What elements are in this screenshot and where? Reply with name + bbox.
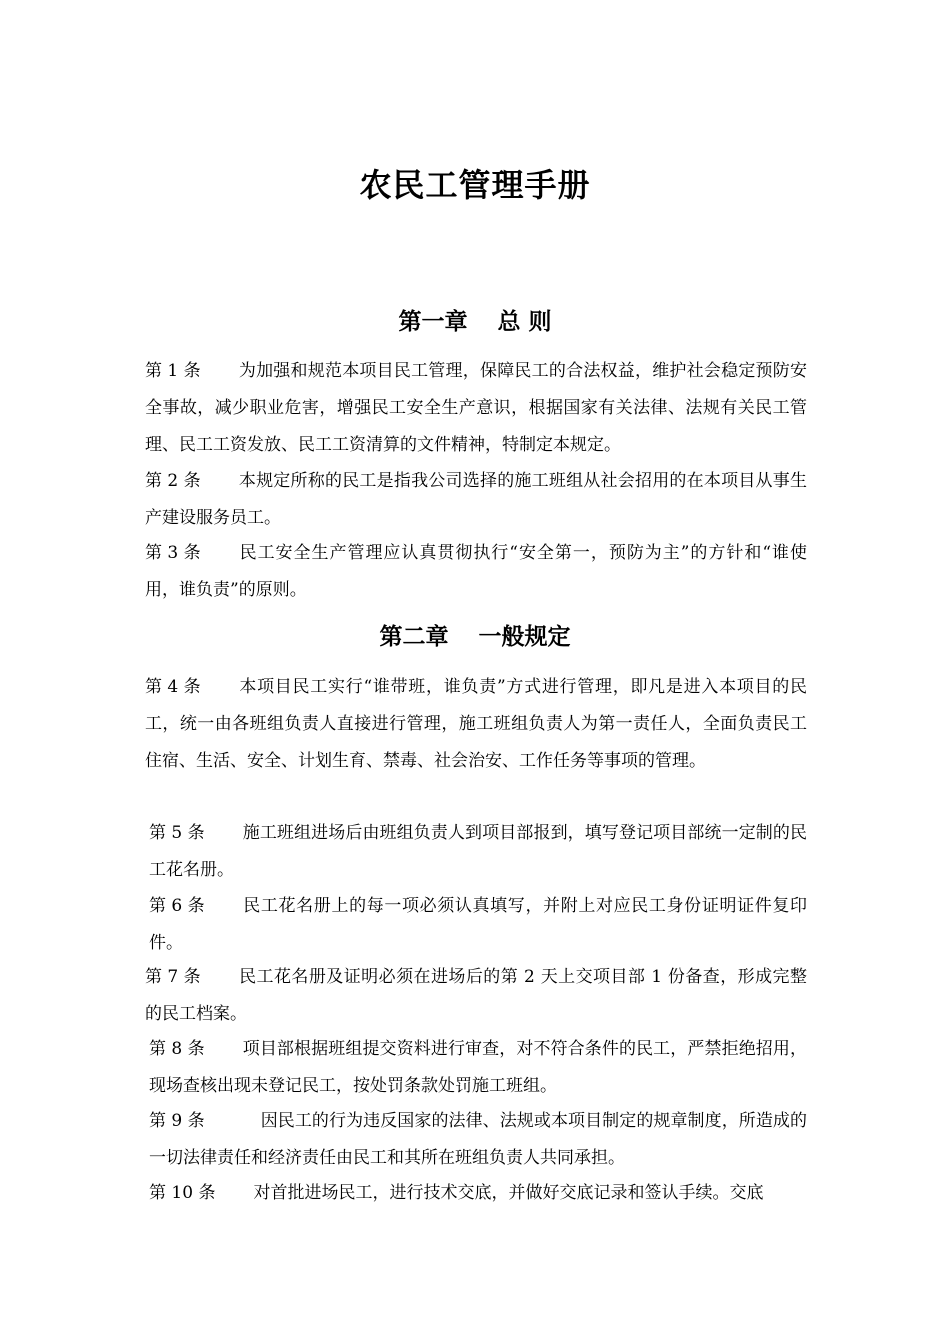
article-number: 第 2 条 [145, 471, 201, 491]
article-text: 本规定所称的民工是指我公司选择的施工班组从社会招用的在本项目从事生产建设服务员工。 [145, 471, 807, 528]
article-10 [149, 1175, 807, 1212]
article-8 [149, 1031, 807, 1105]
article-number: 第 8 条 [149, 1039, 205, 1059]
chapter-heading-1 [0, 306, 950, 338]
article-text: 项目部根据班组提交资料进行审查，对不符合条件的民工，严禁拒绝招用，现场查核出现未登记民工，按处罚条款处罚施工班组。 [149, 1039, 807, 1096]
article-number: 第 4 条 [145, 677, 201, 697]
document-title: 农民工管理手册 [359, 166, 591, 204]
chapter-heading-2 [0, 621, 950, 653]
chapter-label: 第一章 [398, 308, 468, 335]
article-text: 对首批进场民工，进行技术交底，并做好交底记录和签认手续。交底 [253, 1183, 764, 1203]
article-text: 民工花名册及证明必须在进场后的第 2 天上交项目部 1 份备查，形成完整的民工档案。 [145, 967, 807, 1024]
article-text: 民工安全生产管理应认真贯彻执行“安全第一，预防为主”的方针和“谁使用，谁负责”的原则。 [145, 543, 807, 600]
article-text: 本项目民工实行“谁带班，谁负责”方式进行管理，即凡是进入本项目的民工，统一由各班组负责人直接进行管理，施工班组负责人为第一责任人，全面负责民工住宿、生活、安全、计划生育、禁毒、社会治安、工作任务等事项的管理。 [145, 677, 807, 771]
article-9 [149, 1103, 807, 1177]
article-text: 为加强和规范本项目民工管理，保障民工的合法权益，维护社会稳定预防安全事故，减少职业危害，增强民工安全生产意识，根据国家有关法律、法规有关民工管理、民工工资发放、民工工资清算的文件精神，特制定本规定。 [145, 361, 807, 455]
article-number: 第 5 条 [149, 823, 205, 843]
chapter-name: 总 则 [497, 308, 552, 335]
article-text: 施工班组进场后由班组负责人到项目部报到，填写登记项目部统一定制的民工花名册。 [149, 823, 807, 880]
article-text: 民工花名册上的每一项必须认真填写，并附上对应民工身份证明证件复印件。 [149, 896, 807, 953]
article-number: 第 6 条 [149, 896, 205, 916]
article-7 [145, 959, 807, 1033]
article-number: 第 1 条 [145, 361, 201, 381]
article-text: 因民工的行为违反国家的法律、法规或本项目制定的规章制度，所造成的一切法律责任和经济责任由民工和其所在班组负责人共同承担。 [149, 1111, 807, 1168]
article-number: 第 7 条 [145, 967, 201, 987]
article-2 [145, 463, 807, 537]
article-number: 第 9 条 [149, 1111, 205, 1131]
article-number: 第 10 条 [149, 1183, 216, 1203]
chapter-name: 一般规定 [478, 623, 571, 650]
article-number: 第 3 条 [145, 543, 201, 563]
article-5 [149, 815, 807, 889]
article-4 [145, 669, 807, 780]
article-6 [149, 888, 807, 962]
article-1 [145, 353, 807, 464]
chapter-label: 第二章 [379, 623, 449, 650]
article-3 [145, 535, 807, 609]
